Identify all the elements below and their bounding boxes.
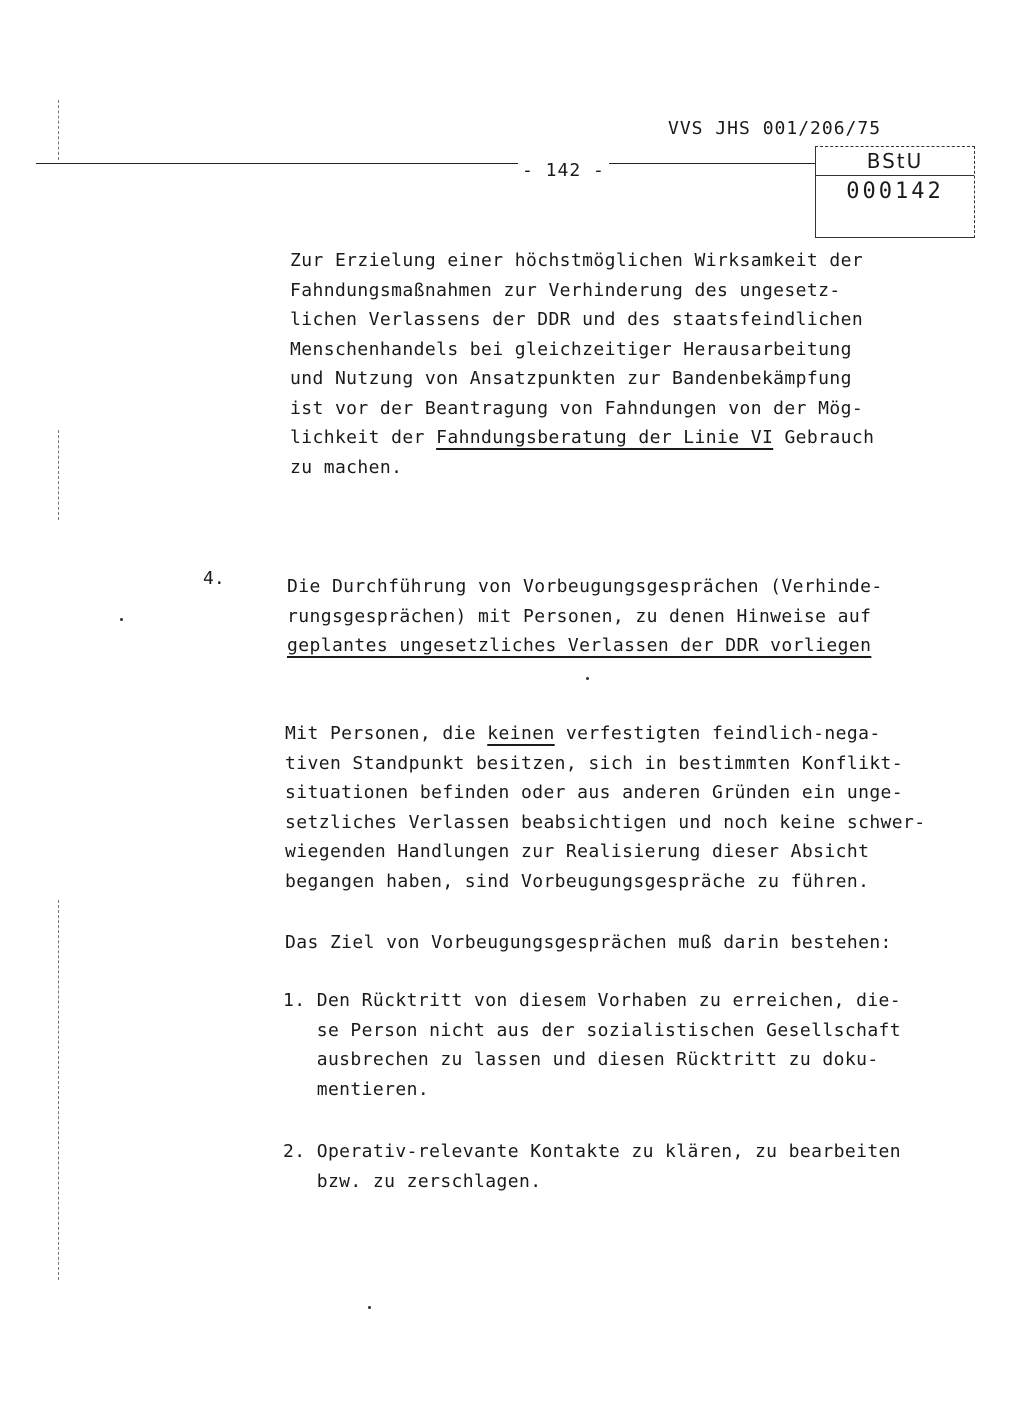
stamp-label: BStU [816, 147, 974, 176]
paragraph-text: Mit Personen, die [285, 723, 488, 744]
section-heading [287, 572, 883, 661]
margin-mark [58, 100, 61, 160]
paragraph-ziel: Das Ziel von Vorbeugungsgesprächen muß darin bestehen: [285, 932, 892, 953]
paragraph-text: verfestigten feindlich-nega- tiven Standpunkt besitzen, sich in bestimmten Konflikt- situationen befinden oder aus anderen Gründen ein unge- setzliches Verlassen beabsichtigen und noch keine schwer- wiegenden Handlungen zur Realisierung dieser Absicht begangen haben, sind Vorbeugungsgespräche zu führen. [285, 723, 926, 892]
page-number: - 142 - [518, 160, 609, 181]
margin-mark [58, 900, 61, 1280]
list-item: 1. Den Rücktritt von diesem Vorhaben zu erreichen, die- se Person nicht aus der sozialistischen Gesellschaft ausbrechen zu lassen und diesen Rücktritt zu doku- mentieren. [283, 990, 902, 1100]
heading-text: Die Durchführung von Vorbeugungsgesprächen (Verhinde- rungsgesprächen) mit Personen, zu denen Hinweise auf [287, 576, 883, 627]
heading-underlined: geplantes ungesetzliches Verlassen der DDR vorliegen [287, 635, 872, 656]
paragraph-personen [285, 719, 926, 896]
section-number: 4. [203, 568, 225, 589]
paper-speck [586, 677, 589, 680]
stamp-number: 000142 [846, 179, 944, 204]
document-reference: VVS JHS 001/206/75 [668, 118, 882, 139]
underlined-word: keinen [487, 723, 555, 744]
paper-speck [120, 618, 123, 621]
paragraph-text: Zur Erzielung einer höchstmöglichen Wirksamkeit der Fahndungsmaßnahmen zur Verhinderung des ungesetz- lichen Verlassens der DDR und des staatsfeindlichen Menschenhandels bei gleichzeitiger Herausarbeitung und Nutzung von Ansatzpunkten zur Bandenbekämpfung ist vor der Beantragung von Fahndungen von der Mög- lichkeit der [290, 250, 864, 448]
archive-stamp [815, 146, 975, 238]
paragraph-fahndung [290, 246, 874, 482]
list-item: 2. Operativ-relevante Kontakte zu klären, zu bearbeiten bzw. zu zerschlagen. [283, 1141, 902, 1192]
underlined-phrase: Fahndungsberatung der Linie VI [436, 427, 774, 448]
paragraph-text: Gebrauch zu machen. [290, 427, 875, 478]
margin-mark [58, 430, 61, 520]
paper-speck [368, 1306, 371, 1309]
header-rule [36, 163, 816, 164]
